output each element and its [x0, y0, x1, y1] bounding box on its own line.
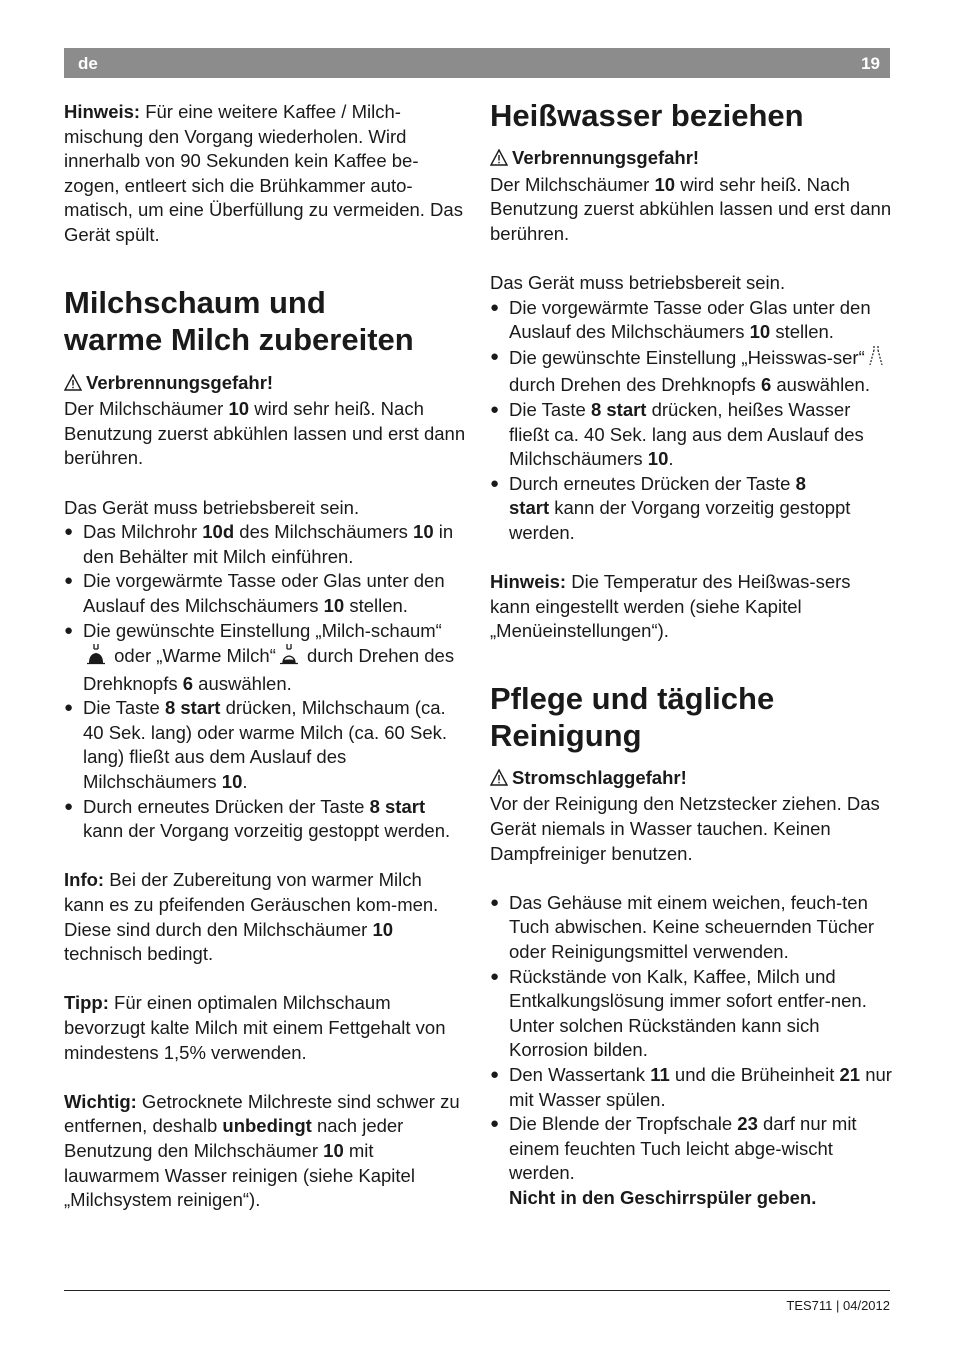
milk-steps-list [64, 520, 466, 844]
list-item: ● Rückstände von Kalk, Kaffee, Milch und Entkalkungslösung immer sofort entfer-nen. Unter solchen Rückständen kann sich Korrosion bilden. [490, 965, 892, 1063]
list-item: ● Durch erneutes Drücken der Taste 8 start kann der Vorgang vorzeitig gestoppt werden. [490, 472, 892, 546]
list-item: ● Die vorgewärmte Tasse oder Glas unter den Auslauf des Milchschäumers 10 stellen. [490, 296, 892, 345]
list-item: ● Die gewünschte Einstellung „Milch-schaum“ oder „Warme Milch“ durch Drehen des Drehknopfs 6 auswählen. [64, 619, 466, 697]
left-column [64, 100, 466, 1213]
burn-warning: Verbrennungsgefahr! [490, 146, 892, 173]
milk-foam-icon [85, 643, 107, 672]
footer-model-date: TES711 | 04/2012 [786, 1298, 890, 1313]
hot-water-steps-list [490, 296, 892, 546]
footer-divider [64, 1290, 890, 1291]
warning-triangle-icon [490, 768, 508, 793]
care-steps-list [490, 891, 892, 1211]
warm-milk-icon [278, 643, 300, 672]
list-item: ● Die Taste 8 start drücken, Milchschaum (ca. 40 Sek. lang) oder warme Milch (ca. 60 Sek. lang) fließt aus dem Auslauf des Milchschäumers 10. [64, 696, 466, 794]
burn-warning-text: Der Milchschäumer 10 wird sehr heiß. Nach Benutzung zuerst abkühlen lassen und erst dann berühren. [490, 173, 892, 244]
right-column [490, 100, 892, 1211]
section-heading-hot-water: Heißwasser beziehen [490, 98, 804, 133]
note-paragraph: Hinweis: Die Temperatur des Heißwas-sers kann eingestellt werden (siehe Kapitel „Menüeinstellungen“). [490, 571, 851, 642]
list-item: ● Die Taste 8 start drücken, heißes Wasser fließt ca. 40 Sek. lang aus dem Auslauf des Milchschäumers 10. [490, 398, 892, 472]
list-item: ● Die gewünschte Einstellung „Heisswas-ser“ durch Drehen des Drehknopfs 6 auswählen. [490, 345, 892, 398]
warning-triangle-icon [490, 148, 508, 173]
list-item: ● Die Blende der Tropfschale 23 darf nur mit einem feuchten Tuch leicht abge-wischt werden. Nicht in den Geschirrspüler geben. [490, 1112, 892, 1210]
list-item: ● Den Wassertank 11 und die Brüheinheit 21 nur mit Wasser spülen. [490, 1063, 892, 1112]
important-paragraph: Wichtig: Getrocknete Milchreste sind schwer zu entfernen, deshalb unbedingt nach jeder Benutzung den Milchschäumer 10 mit lauwarmem Wasser reinigen (siehe Kapitel „Milchsystem reinigen“). [64, 1090, 460, 1211]
shock-warning-text: Vor der Reinigung den Netzstecker ziehen. Das Gerät niemals in Wasser tauchen. Keinen Dampfreiniger benutzen. [490, 793, 880, 864]
hot-water-icon [867, 345, 885, 374]
burn-warning: Verbrennungsgefahr! [64, 371, 466, 398]
shock-warning: Stromschlaggefahr! [490, 766, 892, 793]
section-heading-care: Pflege und tägliche Reinigung [490, 680, 775, 753]
info-paragraph: Info: Bei der Zubereitung von warmer Milch kann es zu pfeifenden Geräuschen kom-men. Diese sind durch den Milchschäumer 10 technisch bedingt. [64, 869, 439, 965]
section-heading-milk: Milchschaum und warme Milch zubereiten [64, 284, 414, 357]
page-number: 19 [861, 54, 880, 73]
list-item: ● Die vorgewärmte Tasse oder Glas unter den Auslauf des Milchschäumers 10 stellen. [64, 569, 466, 618]
burn-warning-text: Der Milchschäumer 10 wird sehr heiß. Nach Benutzung zuerst abkühlen lassen und erst dann berühren. [64, 398, 466, 469]
language-code: de [78, 54, 98, 73]
list-item: ● Durch erneutes Drücken der Taste 8 start kann der Vorgang vorzeitig gestoppt werden. [64, 795, 466, 844]
warning-triangle-icon [64, 373, 82, 398]
ready-text: Das Gerät muss betriebsbereit sein. [64, 496, 360, 518]
ready-text: Das Gerät muss betriebsbereit sein. [490, 271, 786, 293]
tip-paragraph: Tipp: Für einen optimalen Milchschaum bevorzugt kalte Milch mit einem Fettgehalt von mindestens 1,5% verwenden. [64, 992, 446, 1063]
list-item: ● Das Milchrohr 10d des Milchschäumers 10 in den Behälter mit Milch einführen. [64, 520, 466, 569]
list-item: ● Das Gehäuse mit einem weichen, feuch-ten Tuch abwischen. Keine scheuernden Tücher oder Reinigungsmittel verwenden. [490, 891, 892, 965]
note-paragraph: Hinweis: Für eine weitere Kaffee / Milch-mischung den Vorgang wiederholen. Wird innerhalb von 90 Sekunden kein Kaffee be-zogen, entleert sich die Brühkammer auto-matisch, um eine Überfüllung zu vermeiden. Das Gerät spült. [64, 101, 463, 245]
page-header-bar [64, 48, 890, 78]
